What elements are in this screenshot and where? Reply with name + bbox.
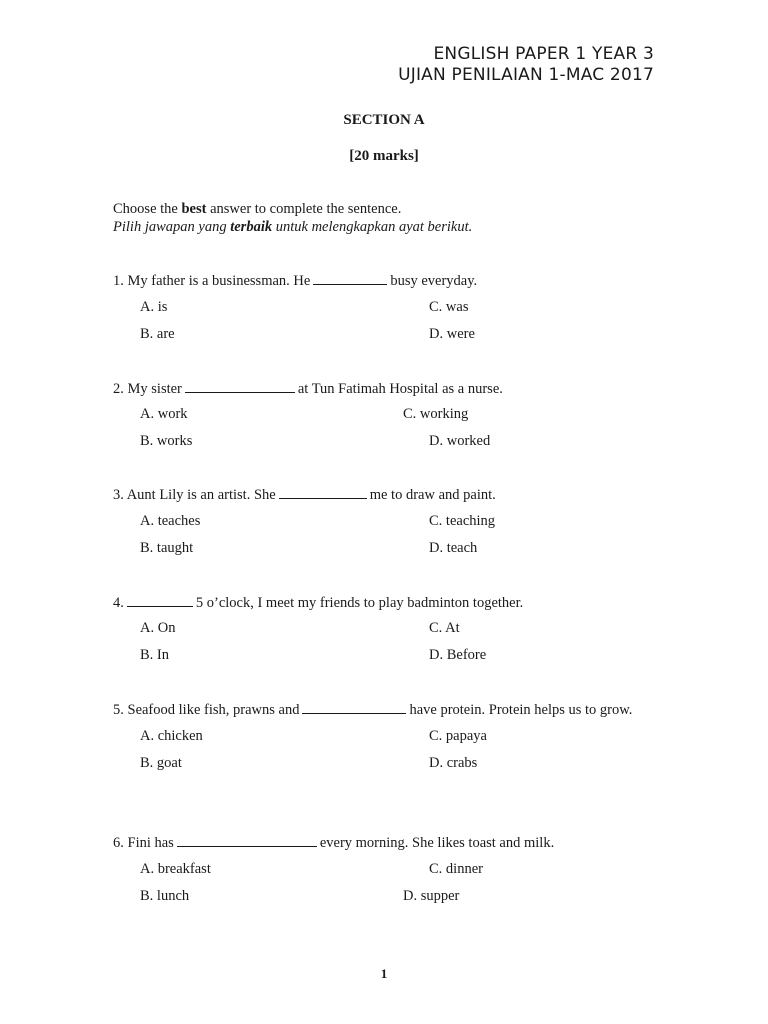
question-stem [113, 380, 503, 398]
instruction-text: Pilih jawapan yang [113, 219, 231, 235]
instruction-text: Choose the [113, 201, 182, 217]
instruction-emphasis: best [181, 201, 207, 217]
option-b: B. works [140, 433, 193, 449]
page-number: 1 [380, 966, 388, 981]
exam-header [398, 44, 654, 86]
option-b: B. In [140, 647, 169, 663]
option-a: A. chicken [140, 728, 203, 744]
exam-title: ENGLISH PAPER 1 YEAR 3 [433, 44, 654, 64]
option-c: C. was [429, 299, 469, 315]
instructions [113, 200, 472, 236]
stem-text: 5 o’clock, I meet my friends to play badminton together. [195, 595, 524, 611]
answer-blank [313, 272, 387, 285]
question-stem [113, 594, 523, 612]
instruction-text: untuk melengkapkan ayat berikut. [272, 219, 473, 235]
option-a: A. is [140, 299, 168, 315]
question-stem [113, 272, 477, 290]
stem-text: 5. Seafood like fish, prawns and [113, 702, 300, 718]
question-stem [113, 486, 496, 504]
question-stem [113, 701, 632, 719]
instruction-text: answer to complete the sentence. [206, 201, 402, 217]
stem-text: 4. [113, 595, 124, 611]
instruction-english [113, 200, 472, 218]
answer-blank [302, 701, 406, 714]
question-stem [113, 834, 554, 852]
stem-text: at Tun Fatimah Hospital as a nurse. [297, 381, 503, 397]
option-d: D. worked [429, 433, 491, 449]
stem-text: 1. My father is a businessman. He [113, 273, 311, 289]
stem-text: have protein. Protein helps us to grow. [409, 702, 633, 718]
stem-text: me to draw and paint. [369, 487, 496, 503]
answer-blank [177, 834, 317, 847]
stem-text: busy everyday. [390, 273, 478, 289]
stem-text: every morning. She likes toast and milk. [319, 835, 555, 851]
instruction-emphasis: terbaik [230, 219, 273, 235]
option-c: C. teaching [429, 513, 496, 529]
exam-subtitle: UJIAN PENILAIAN 1-MAC 2017 [398, 65, 654, 85]
option-d: D. supper [403, 888, 460, 904]
option-c: C. At [429, 620, 460, 636]
option-b: B. are [140, 326, 175, 342]
option-a: A. work [140, 406, 188, 422]
option-d: D. crabs [429, 755, 478, 771]
option-b: B. taught [140, 540, 194, 556]
option-b: B. lunch [140, 888, 190, 904]
answer-blank [185, 380, 295, 393]
section-marks: [20 marks] [349, 148, 419, 164]
option-d: D. teach [429, 540, 478, 556]
section-title: SECTION A [343, 112, 425, 128]
stem-text: 2. My sister [113, 381, 182, 397]
option-b: B. goat [140, 755, 182, 771]
stem-text: 3. Aunt Lily is an artist. She [113, 487, 276, 503]
option-a: A. breakfast [140, 861, 211, 877]
option-d: D. Before [429, 647, 487, 663]
option-d: D. were [429, 326, 475, 342]
option-a: A. On [140, 620, 176, 636]
answer-blank [127, 594, 193, 607]
option-c: C. dinner [429, 861, 483, 877]
answer-blank [279, 486, 367, 499]
option-c: C. papaya [429, 728, 487, 744]
instruction-malay [113, 218, 472, 236]
option-a: A. teaches [140, 513, 201, 529]
option-c: C. working [403, 406, 469, 422]
stem-text: 6. Fini has [113, 835, 174, 851]
